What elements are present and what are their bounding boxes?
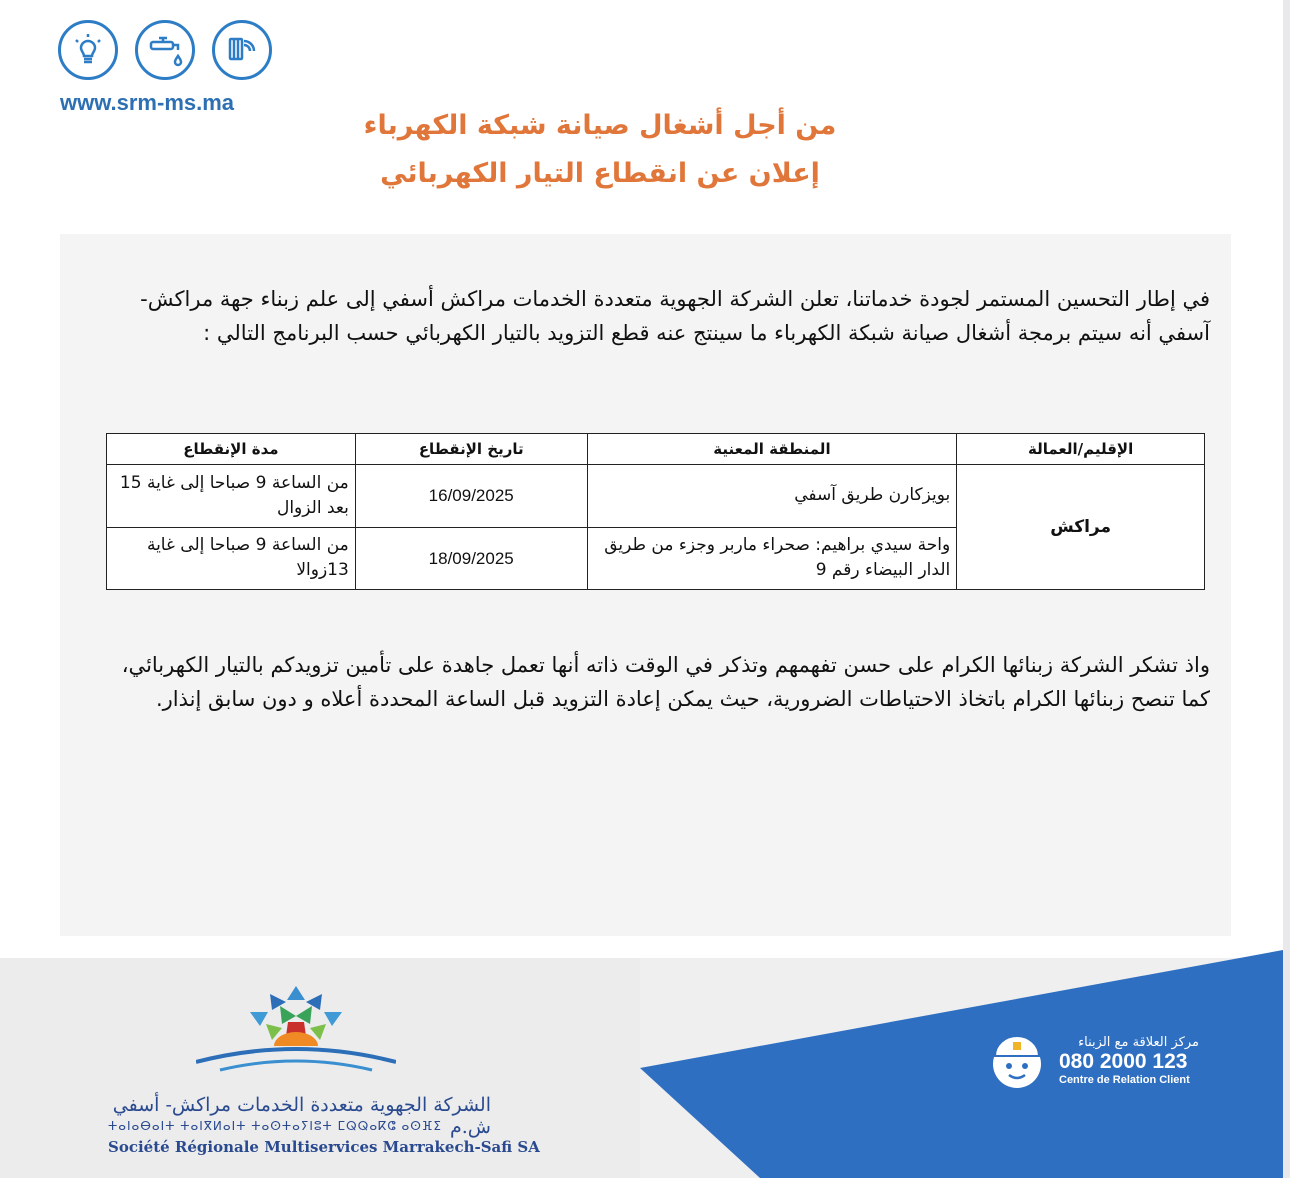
- header-region: الإقليم/العمالة: [957, 434, 1205, 465]
- company-logo-icon: [196, 984, 396, 1076]
- page-title: من أجل أشغال صيانة شبكة الكهرباء: [363, 110, 837, 141]
- date-cell: 16/09/2025: [355, 465, 587, 528]
- customer-center-block: [985, 1028, 1199, 1092]
- region-cell: مراكش: [957, 465, 1205, 590]
- customer-center-label-ar: مركز العلاقة مع الزبناء: [1078, 1034, 1199, 1050]
- zone-cell: بويزكارن طريق آسفي: [587, 465, 957, 528]
- sanitation-icon: [212, 20, 272, 80]
- customer-center-number[interactable]: 080 2000 123: [1059, 1049, 1188, 1073]
- outage-schedule-table: [106, 433, 1205, 590]
- company-name-arabic: الشركة الجهوية متعددة الخدمات مراكش- أسفي ش.م: [112, 1094, 491, 1138]
- header-duration: مدة الإنقطاع: [107, 434, 356, 465]
- duration-cell: من الساعة 9 صباحا إلى غاية 13زوالا: [107, 527, 356, 590]
- header-date: تاريخ الإنقطاع: [355, 434, 587, 465]
- date-cell: 18/09/2025: [355, 527, 587, 590]
- table-header-row: [107, 434, 1205, 465]
- service-icons: [58, 20, 272, 80]
- customer-center-label-fr: Centre de Relation Client: [1059, 1073, 1190, 1086]
- agent-helmet-icon: [985, 1028, 1049, 1092]
- zone-cell: واحة سيدي براهيم: صحراء ماربر وجزء من طريق الدار البيضاء رقم 9: [587, 527, 957, 590]
- closing-paragraph: واذ تشكر الشركة زبنائها الكرام على حسن تفهمهم وتذكر في الوقت ذاته أنها تعمل جاهدة على تأمين تزويدكم بالتيار الكهربائي، كما تنصح زبنائها الكرام باتخاذ الاحتياطات الضرورية، حيث يمكن إعادة التزويد قبل الساعة المحددة أعلاه و دون سابق إنذار.: [121, 653, 1210, 711]
- company-name-french: Société Régionale Multiservices Marrakech-Safi SA: [108, 1138, 540, 1156]
- company-name-tifinagh: ⵜⴰⵏⴰⴱⴰⵏⵜ ⵜⴰⵏⴳⵍⴰⵏⵜ ⵜⴰⵙⵜⴰⵢⵏⵓⵜ ⵎⵕⵕⴰⴽⵛ ⴰⵙⴼⵉ: [108, 1119, 442, 1133]
- intro-paragraph: في إطار التحسين المستمر لجودة خدماتنا، تعلن الشركة الجهوية متعددة الخدمات مراكش أسفي إلى علم زبناء جهة مراكش- آسفي أنه سيتم برمجة أشغال صيانة شبكة الكهرباء ما سينتج عنه قطع التزويد بالتيار الكهربائي حسب البرنامج التالي :: [140, 287, 1210, 345]
- website-link[interactable]: www.srm-ms.ma: [60, 90, 235, 115]
- water-tap-icon: [135, 20, 195, 80]
- table-row: [107, 465, 1205, 528]
- duration-cell: من الساعة 9 صباحا إلى غاية 15 بعد الزوال: [107, 465, 356, 528]
- page-subtitle: إعلان عن انقطاع التيار الكهربائي: [380, 158, 820, 189]
- header-zone: المنطقة المعنية: [587, 434, 957, 465]
- lightbulb-icon: [58, 20, 118, 80]
